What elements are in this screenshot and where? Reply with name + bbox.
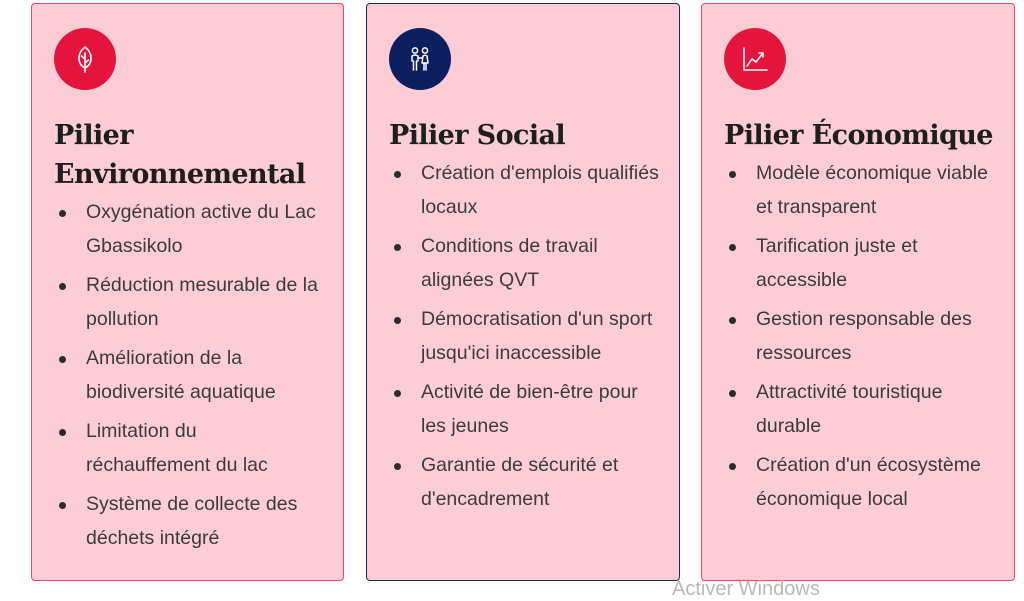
list-item: Création d'emplois qualifiés locaux xyxy=(389,157,659,224)
list-item: Conditions de travail alignées QVT xyxy=(389,230,659,297)
pillar-card-economic xyxy=(701,3,1015,581)
pillar-list xyxy=(724,157,994,516)
people-icon xyxy=(389,28,451,90)
list-item: Amélioration de la biodiversité aquatique xyxy=(54,342,323,409)
list-item: Garantie de sécurité et d'encadrement xyxy=(389,449,659,516)
list-item: Activité de bien-être pour les jeunes xyxy=(389,376,659,443)
list-item: Création d'un écosystème économique local xyxy=(724,449,994,516)
leaf-icon xyxy=(54,28,116,90)
pillar-title: Pilier Social xyxy=(389,120,566,151)
list-item: Attractivité touristique durable xyxy=(724,376,994,443)
list-item: Oxygénation active du Lac Gbassikolo xyxy=(54,196,323,263)
activation-watermark: Activer Windows xyxy=(672,578,820,600)
list-item: Système de collecte des déchets intégré xyxy=(54,488,323,555)
pillar-card-social xyxy=(366,3,680,581)
list-item: Démocratisation d'un sport jusqu'ici inaccessible xyxy=(389,303,659,370)
list-item: Gestion responsable des ressources xyxy=(724,303,994,370)
pillar-list xyxy=(54,196,323,555)
list-item: Réduction mesurable de la pollution xyxy=(54,269,323,336)
pillar-title: Pilier Économique xyxy=(724,120,993,151)
list-item: Tarification juste et accessible xyxy=(724,230,994,297)
pillar-list xyxy=(389,157,659,516)
pillar-card-environmental xyxy=(31,3,344,581)
pillar-title: Pilier Environnemental xyxy=(54,120,306,190)
list-item: Modèle économique viable et transparent xyxy=(724,157,994,224)
list-item: Limitation du réchauffement du lac xyxy=(54,415,323,482)
growth-chart-icon xyxy=(724,28,786,90)
